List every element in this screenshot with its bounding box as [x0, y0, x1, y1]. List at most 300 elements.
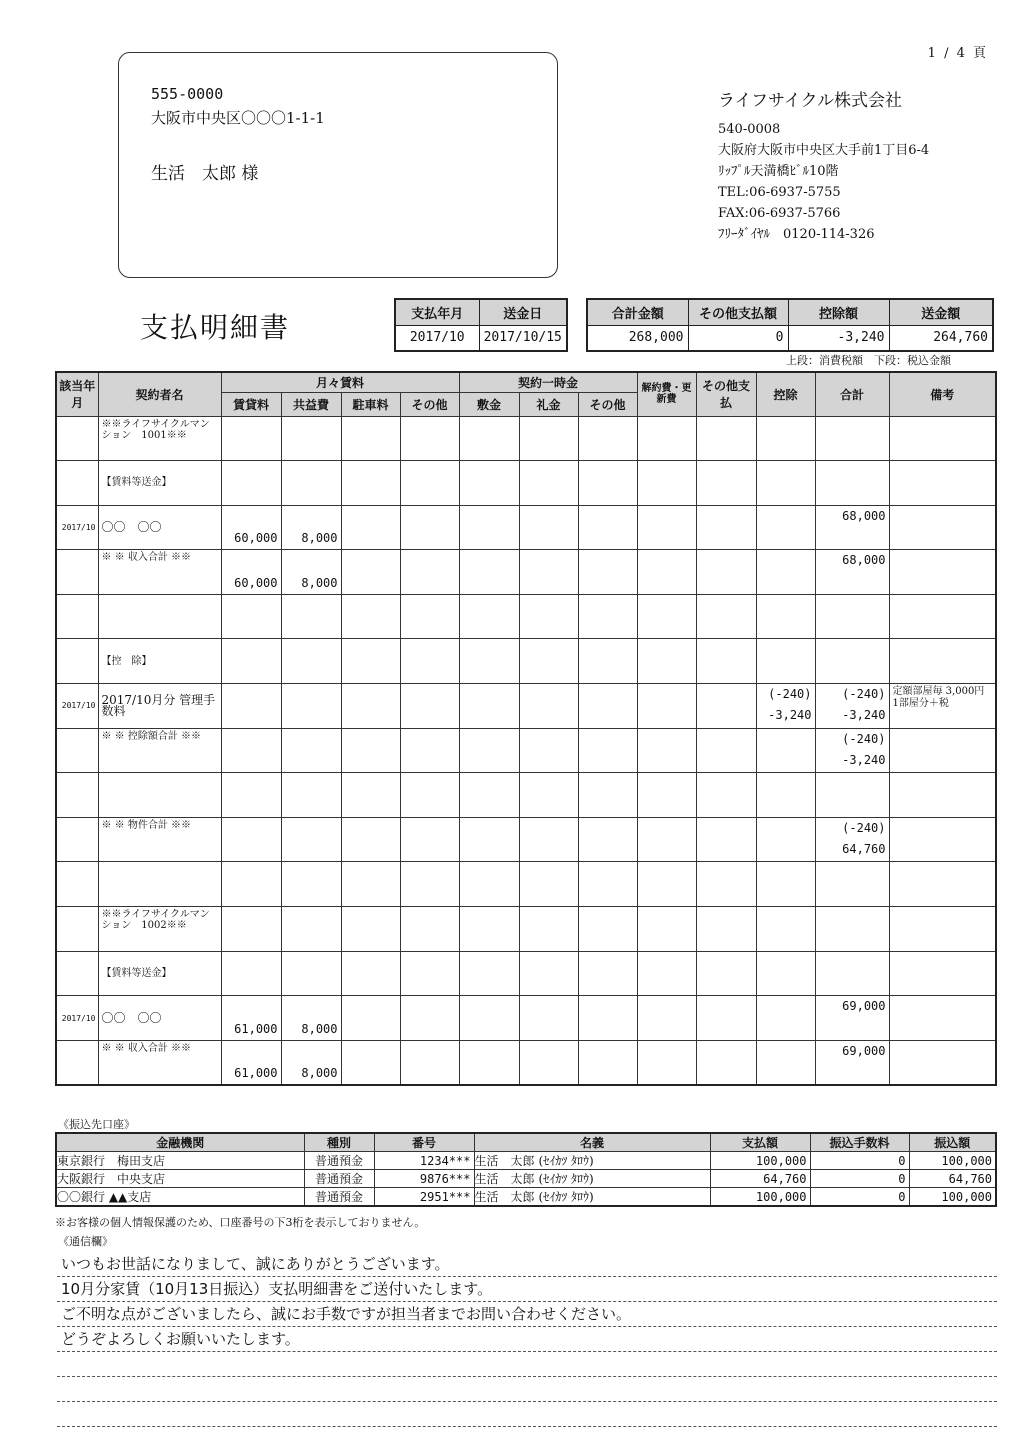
row-date: 2017/10: [56, 684, 98, 729]
row-empty-cell: [519, 862, 578, 907]
row-empty-cell: [341, 773, 400, 818]
account-number: 1234***: [374, 1152, 474, 1170]
row-total: [815, 505, 889, 550]
row-empty-cell: [578, 728, 637, 773]
row-empty-cell: [400, 728, 459, 773]
account-type: 普通預金: [304, 1152, 374, 1170]
communication-line: いつもお世話になりまして、誠にありがとうございます。: [57, 1253, 997, 1277]
communication-line: ご不明な点がございましたら、誠にお手数ですが担当者までお問い合わせください。: [57, 1303, 997, 1327]
row-empty-cell: [519, 639, 578, 684]
detail-row: [56, 1040, 996, 1085]
row-date: 2017/10: [56, 505, 98, 550]
row-empty-cell: [578, 639, 637, 684]
row-common: [281, 817, 341, 862]
row-date: [56, 594, 98, 639]
account-number: 9876***: [374, 1170, 474, 1188]
row-contractor: [98, 862, 221, 907]
row-empty-cell: [696, 862, 756, 907]
row-empty-cell: [400, 550, 459, 595]
row-total: [815, 773, 889, 818]
row-empty-cell: [519, 461, 578, 506]
rent-col-header: 賃貸料: [221, 392, 281, 416]
remittance-value: 264,760: [889, 325, 993, 351]
account-number-header: 番号: [374, 1133, 474, 1152]
row-empty-cell: [519, 1040, 578, 1085]
holder-name: 生活 太郎: [474, 1172, 535, 1186]
row-empty-cell: [696, 550, 756, 595]
other-payment-col-header: その他支払: [696, 372, 756, 416]
row-deduction: [756, 550, 815, 595]
account-type: 普通預金: [304, 1170, 374, 1188]
bank-table: [55, 1132, 997, 1207]
communication-caption: 《通信欄》: [58, 1235, 113, 1248]
year-month-header: 該当年月: [56, 372, 98, 416]
row-rent: 61,000: [221, 996, 281, 1041]
tax-note: 上段：消費税額 下段：税込金額: [786, 354, 951, 367]
row-empty-cell: [696, 907, 756, 952]
one-time-group-header: 契約一時金: [459, 372, 637, 392]
row-remarks: [889, 996, 996, 1041]
detail-row: [56, 684, 996, 729]
total-amount-value: 268,000: [587, 325, 688, 351]
address-window: [118, 52, 558, 278]
row-common: [281, 639, 341, 684]
row-empty-cell: [696, 773, 756, 818]
detail-row: [56, 639, 996, 684]
row-empty-cell: [696, 996, 756, 1041]
row-empty-cell: [578, 505, 637, 550]
row-rent: [221, 951, 281, 996]
row-empty-cell: [519, 907, 578, 952]
other-payment-header: その他支払額: [688, 299, 788, 325]
detail-row: [56, 951, 996, 996]
row-empty-cell: [341, 416, 400, 461]
communication-line: [57, 1353, 997, 1377]
row-contractor: ※ ※ 収入合計 ※※: [98, 550, 221, 595]
row-rent: [221, 773, 281, 818]
row-empty-cell: [637, 862, 696, 907]
row-contractor: ※※ライフサイクルマンション 1001※※: [98, 416, 221, 461]
common-col-header: 共益費: [281, 392, 341, 416]
privacy-note: ※お客様の個人情報保護のため、口座番号の下3桁を表示しておりません。: [55, 1216, 426, 1229]
row-empty-cell: [400, 996, 459, 1041]
row-contractor: 〇〇 〇〇: [98, 996, 221, 1041]
row-date: [56, 907, 98, 952]
key-money-col-header: 礼金: [519, 392, 578, 416]
row-empty-cell: [400, 773, 459, 818]
row-common: 8,000: [281, 505, 341, 550]
row-rent: [221, 907, 281, 952]
row-remarks: [889, 550, 996, 595]
detail-row: [56, 594, 996, 639]
row-empty-cell: [578, 461, 637, 506]
detail-row: [56, 862, 996, 907]
row-empty-cell: [341, 862, 400, 907]
row-empty-cell: [400, 817, 459, 862]
row-total-amount: 68,000: [842, 508, 886, 523]
row-deduction: [756, 951, 815, 996]
row-empty-cell: [637, 773, 696, 818]
row-contractor: ※※ライフサイクルマンション 1002※※: [98, 907, 221, 952]
row-contractor: [98, 773, 221, 818]
detail-row: [56, 461, 996, 506]
row-remarks: [889, 817, 996, 862]
row-empty-cell: [341, 1040, 400, 1085]
row-remarks: [889, 907, 996, 952]
detail-row: [56, 773, 996, 818]
transfer-amount: 64,760: [909, 1170, 996, 1188]
row-empty-cell: [459, 639, 519, 684]
row-rent: [221, 461, 281, 506]
row-total-amount: 69,000: [842, 1043, 886, 1058]
row-date: [56, 773, 98, 818]
row-empty-cell: [637, 550, 696, 595]
row-empty-cell: [459, 817, 519, 862]
row-empty-cell: [637, 907, 696, 952]
row-common: 8,000: [281, 1040, 341, 1085]
row-deduction-tax: (-240): [768, 687, 812, 702]
holder-name: 生活 太郎: [474, 1190, 535, 1204]
row-total-tax: (-240): [842, 687, 886, 702]
total-col-header: 合計: [815, 372, 889, 416]
detail-row: [56, 505, 996, 550]
row-empty-cell: [519, 728, 578, 773]
row-contractor: ※ ※ 物件合計 ※※: [98, 817, 221, 862]
row-empty-cell: [341, 550, 400, 595]
row-remarks: [889, 951, 996, 996]
row-empty-cell: [637, 996, 696, 1041]
row-total: [815, 862, 889, 907]
holder-kana: (ｾｲｶﾂ ﾀﾛｳ): [538, 1154, 594, 1168]
account-holder: [474, 1188, 710, 1207]
row-contractor: ※ ※ 収入合計 ※※: [98, 1040, 221, 1085]
transfer-fee-header: 振込手数料: [810, 1133, 909, 1152]
communication-line: [57, 1403, 997, 1427]
row-empty-cell: [459, 907, 519, 952]
row-remarks: [889, 505, 996, 550]
row-deduction: [756, 862, 815, 907]
bank-name: 大阪銀行 中央支店: [56, 1170, 304, 1188]
deduction-col-header: 控除: [756, 372, 815, 416]
company-tel: TEL:06-6937-5755: [718, 185, 841, 200]
row-empty-cell: [459, 416, 519, 461]
row-empty-cell: [459, 996, 519, 1041]
row-remarks: [889, 773, 996, 818]
row-remarks: [889, 728, 996, 773]
transfer-amount: 100,000: [909, 1188, 996, 1207]
row-empty-cell: [341, 817, 400, 862]
bank-row: [56, 1188, 996, 1207]
bank-row: [56, 1152, 996, 1170]
row-empty-cell: [519, 505, 578, 550]
deposit-col-header: 敷金: [459, 392, 519, 416]
row-rent: [221, 817, 281, 862]
company-building: ﾘｯﾌﾟﾙ天満橋ﾋﾞﾙ10階: [718, 164, 839, 179]
payment-amount: 100,000: [710, 1188, 810, 1207]
row-empty-cell: [341, 951, 400, 996]
row-date: 2017/10: [56, 996, 98, 1041]
row-empty-cell: [400, 1040, 459, 1085]
row-total: [815, 1040, 889, 1085]
detail-row: [56, 416, 996, 461]
row-rent: [221, 862, 281, 907]
row-empty-cell: [578, 773, 637, 818]
row-contractor: 2017/10月分 管理手数料: [98, 684, 221, 729]
row-empty-cell: [519, 550, 578, 595]
row-common: [281, 461, 341, 506]
row-remarks: 定額部屋毎 3,000円 1部屋分＋税: [889, 684, 996, 729]
row-deduction: [756, 594, 815, 639]
row-total: [815, 684, 889, 729]
send-date-value: 2017/10/15: [479, 325, 567, 351]
row-empty-cell: [400, 461, 459, 506]
row-empty-cell: [400, 951, 459, 996]
page-number: 1 / 4 頁: [927, 46, 988, 61]
row-date: [56, 639, 98, 684]
row-total: [815, 461, 889, 506]
row-empty-cell: [400, 684, 459, 729]
other-payment-value: 0: [688, 325, 788, 351]
row-rent: [221, 639, 281, 684]
row-empty-cell: [459, 951, 519, 996]
row-rent: 61,000: [221, 1040, 281, 1085]
row-total: [815, 639, 889, 684]
holder-name: 生活 太郎: [474, 1154, 535, 1168]
row-total: [815, 594, 889, 639]
row-empty-cell: [578, 594, 637, 639]
detail-row: [56, 907, 996, 952]
company-name: ライフサイクル株式会社: [718, 91, 902, 111]
row-empty-cell: [459, 1040, 519, 1085]
row-empty-cell: [341, 505, 400, 550]
row-date: [56, 862, 98, 907]
transfer-fee: 0: [810, 1170, 909, 1188]
company-block: [718, 86, 1008, 245]
row-common: [281, 416, 341, 461]
row-contractor: 【控 除】: [98, 639, 221, 684]
row-common: [281, 594, 341, 639]
row-common: [281, 907, 341, 952]
row-date: [56, 461, 98, 506]
row-empty-cell: [696, 951, 756, 996]
row-total-amount: 69,000: [842, 999, 886, 1014]
remittance-header: 送金額: [889, 299, 993, 325]
row-empty-cell: [400, 862, 459, 907]
account-type: 普通預金: [304, 1188, 374, 1207]
pay-date-table: [394, 298, 568, 352]
row-empty-cell: [459, 594, 519, 639]
row-rent: [221, 684, 281, 729]
row-empty-cell: [637, 1040, 696, 1085]
row-empty-cell: [696, 684, 756, 729]
row-empty-cell: [696, 461, 756, 506]
row-total: [815, 728, 889, 773]
row-empty-cell: [696, 1040, 756, 1085]
row-total-tax: (-240): [842, 820, 886, 835]
total-amount-header: 合計金額: [587, 299, 688, 325]
row-empty-cell: [400, 907, 459, 952]
payment-amount: 100,000: [710, 1152, 810, 1170]
row-common: [281, 951, 341, 996]
row-empty-cell: [519, 594, 578, 639]
transfer-fee: 0: [810, 1152, 909, 1170]
row-empty-cell: [459, 550, 519, 595]
communication-line: 10月分家賃（10月13日振込）支払明細書をご送付いたします。: [57, 1278, 997, 1302]
row-deduction: [756, 416, 815, 461]
row-date: [56, 1040, 98, 1085]
row-empty-cell: [578, 862, 637, 907]
detail-row: [56, 728, 996, 773]
row-empty-cell: [637, 817, 696, 862]
row-rent: 60,000: [221, 505, 281, 550]
row-empty-cell: [637, 728, 696, 773]
company-address: 大阪府大阪市中央区大手前1丁目6-4: [718, 143, 930, 158]
account-number: 2951***: [374, 1188, 474, 1207]
row-deduction: [756, 505, 815, 550]
row-empty-cell: [637, 461, 696, 506]
row-empty-cell: [400, 505, 459, 550]
transfer-amount-header: 振込額: [909, 1133, 996, 1152]
company-postal: 540-0008: [718, 122, 781, 137]
bank-row: [56, 1170, 996, 1188]
row-empty-cell: [696, 639, 756, 684]
payment-amount-header: 支払額: [710, 1133, 810, 1152]
monthly-rent-group-header: 月々賃料: [221, 372, 459, 392]
cancel-renew-header: 解約費・更新費: [637, 372, 696, 416]
row-common: [281, 684, 341, 729]
row-contractor: 【賃料等送金】: [98, 461, 221, 506]
detail-table: [55, 371, 997, 1086]
row-total-amount: -3,240: [842, 752, 886, 767]
row-empty-cell: [578, 1040, 637, 1085]
row-empty-cell: [637, 505, 696, 550]
row-deduction: [756, 907, 815, 952]
bank-name-header: 金融機関: [56, 1133, 304, 1152]
row-date: [56, 550, 98, 595]
bank-name: 東京銀行 梅田支店: [56, 1152, 304, 1170]
row-contractor: 【賃料等送金】: [98, 951, 221, 996]
row-empty-cell: [341, 728, 400, 773]
document-title: 支払明細書: [140, 311, 291, 344]
row-empty-cell: [459, 773, 519, 818]
communication-line: どうぞよろしくお願いいたします。: [57, 1328, 997, 1352]
row-empty-cell: [578, 996, 637, 1041]
row-empty-cell: [578, 416, 637, 461]
row-rent: 60,000: [221, 550, 281, 595]
holder-kana: (ｾｲｶﾂ ﾀﾛｳ): [538, 1172, 594, 1186]
pay-month-value: 2017/10: [395, 325, 479, 351]
row-remarks: [889, 416, 996, 461]
row-empty-cell: [578, 550, 637, 595]
row-total: [815, 416, 889, 461]
row-total: [815, 817, 889, 862]
row-date: [56, 817, 98, 862]
row-empty-cell: [459, 505, 519, 550]
row-common: 8,000: [281, 996, 341, 1041]
row-empty-cell: [696, 416, 756, 461]
row-remarks: [889, 461, 996, 506]
row-empty-cell: [637, 684, 696, 729]
row-empty-cell: [341, 639, 400, 684]
row-deduction: [756, 684, 815, 729]
account-holder: [474, 1152, 710, 1170]
contractor-header: 契約者名: [98, 372, 221, 416]
row-empty-cell: [519, 684, 578, 729]
row-deduction: [756, 728, 815, 773]
bank-caption: 《振込先口座》: [58, 1118, 135, 1131]
row-empty-cell: [696, 728, 756, 773]
row-deduction: [756, 639, 815, 684]
detail-row: [56, 817, 996, 862]
row-empty-cell: [578, 907, 637, 952]
row-remarks: [889, 639, 996, 684]
row-date: [56, 416, 98, 461]
row-rent: [221, 416, 281, 461]
row-empty-cell: [637, 416, 696, 461]
detail-row: [56, 550, 996, 595]
row-empty-cell: [519, 951, 578, 996]
holder-header: 名義: [474, 1133, 710, 1152]
row-empty-cell: [341, 907, 400, 952]
row-deduction: [756, 817, 815, 862]
row-empty-cell: [696, 505, 756, 550]
row-total-amount: 68,000: [842, 553, 886, 568]
recipient-postal: 555-0000: [151, 85, 224, 103]
row-empty-cell: [400, 639, 459, 684]
row-empty-cell: [400, 594, 459, 639]
row-total: [815, 550, 889, 595]
row-empty-cell: [400, 416, 459, 461]
row-deduction-amount: -3,240: [768, 708, 812, 723]
row-empty-cell: [519, 996, 578, 1041]
row-common: [281, 862, 341, 907]
row-total: [815, 907, 889, 952]
row-empty-cell: [459, 461, 519, 506]
row-remarks: [889, 1040, 996, 1085]
parking-col-header: 駐車料: [341, 392, 400, 416]
row-empty-cell: [459, 862, 519, 907]
row-empty-cell: [637, 594, 696, 639]
row-deduction: [756, 461, 815, 506]
row-rent: [221, 728, 281, 773]
row-total-amount: 64,760: [842, 841, 886, 856]
row-total: [815, 951, 889, 996]
row-contractor: [98, 594, 221, 639]
bank-name: 〇〇銀行 ▲▲支店: [56, 1188, 304, 1207]
row-total-amount: -3,240: [842, 708, 886, 723]
one-time-other-col-header: その他: [578, 392, 637, 416]
row-empty-cell: [341, 594, 400, 639]
row-empty-cell: [459, 684, 519, 729]
row-empty-cell: [696, 594, 756, 639]
row-empty-cell: [519, 773, 578, 818]
row-contractor: 〇〇 〇〇: [98, 505, 221, 550]
row-total-tax: (-240): [842, 731, 886, 746]
row-remarks: [889, 594, 996, 639]
company-freedial: ﾌﾘｰﾀﾞｲﾔﾙ 0120-114-326: [718, 227, 875, 242]
transfer-amount: 100,000: [909, 1152, 996, 1170]
company-fax: FAX:06-6937-5766: [718, 206, 841, 221]
row-empty-cell: [341, 461, 400, 506]
send-date-header: 送金日: [479, 299, 567, 325]
row-deduction: [756, 996, 815, 1041]
row-empty-cell: [696, 817, 756, 862]
row-contractor: ※ ※ 控除額合計 ※※: [98, 728, 221, 773]
summary-table: [586, 298, 994, 352]
monthly-other-col-header: その他: [400, 392, 459, 416]
row-empty-cell: [637, 639, 696, 684]
row-empty-cell: [341, 996, 400, 1041]
